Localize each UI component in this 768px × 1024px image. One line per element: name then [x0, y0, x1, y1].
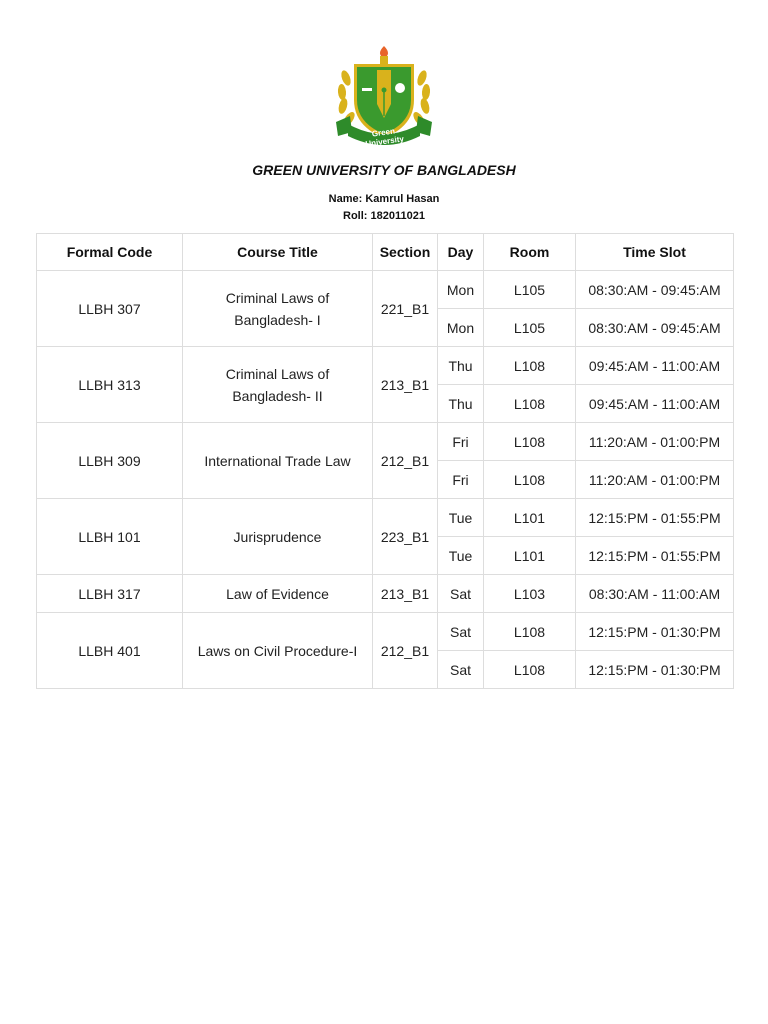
slot-time: 08:30:AM - 09:45:AM: [576, 271, 734, 309]
course-title: International Trade Law: [183, 423, 373, 499]
slot-day: Mon: [438, 309, 484, 347]
slot-time: 08:30:AM - 11:00:AM: [576, 575, 734, 613]
slot-day: Fri: [438, 423, 484, 461]
course-section: 213_B1: [373, 347, 438, 423]
slot-day: Sat: [438, 651, 484, 689]
course-section: 221_B1: [373, 271, 438, 347]
header-section: Section: [373, 234, 438, 271]
slot-room: L105: [484, 271, 576, 309]
slot-time: 12:15:PM - 01:55:PM: [576, 499, 734, 537]
slot-day: Tue: [438, 499, 484, 537]
course-code: LLBH 401: [37, 613, 183, 689]
slot-room: L101: [484, 499, 576, 537]
course-code: LLBH 313: [37, 347, 183, 423]
slot-time: 12:15:PM - 01:55:PM: [576, 537, 734, 575]
slot-room: L103: [484, 575, 576, 613]
course-title: Criminal Laws of Bangladesh- II: [183, 347, 373, 423]
slot-time: 12:15:PM - 01:30:PM: [576, 613, 734, 651]
course-section: 223_B1: [373, 499, 438, 575]
slot-time: 08:30:AM - 09:45:AM: [576, 309, 734, 347]
slot-time: 11:20:AM - 01:00:PM: [576, 461, 734, 499]
header-formal-code: Formal Code: [37, 234, 183, 271]
slot-time: 09:45:AM - 11:00:AM: [576, 347, 734, 385]
slot-day: Thu: [438, 347, 484, 385]
table-row: [37, 423, 734, 461]
course-code: LLBH 307: [37, 271, 183, 347]
course-section: 212_B1: [373, 423, 438, 499]
slot-room: L108: [484, 461, 576, 499]
logo-ribbon-text: Green University: [364, 126, 405, 149]
table-row: [37, 347, 734, 385]
course-title: Criminal Laws of Bangladesh- I: [183, 271, 373, 347]
slot-time: 09:45:AM - 11:00:AM: [576, 385, 734, 423]
university-logo: [330, 44, 438, 152]
course-code: LLBH 317: [37, 575, 183, 613]
student-roll: Roll: 182011021: [343, 210, 425, 222]
slot-room: L101: [484, 537, 576, 575]
table-row: [37, 613, 734, 651]
header-day: Day: [438, 234, 484, 271]
slot-day: Tue: [438, 537, 484, 575]
course-section: 212_B1: [373, 613, 438, 689]
slot-room: L108: [484, 385, 576, 423]
slot-room: L108: [484, 613, 576, 651]
slot-day: Fri: [438, 461, 484, 499]
slot-day: Thu: [438, 385, 484, 423]
header-room: Room: [484, 234, 576, 271]
header-time-slot: Time Slot: [576, 234, 734, 271]
table-body: [37, 271, 734, 689]
slot-room: L105: [484, 309, 576, 347]
slot-time: 12:15:PM - 01:30:PM: [576, 651, 734, 689]
slot-room: L108: [484, 347, 576, 385]
class-routine-table: [36, 233, 734, 689]
course-title: Jurisprudence: [183, 499, 373, 575]
slot-day: Sat: [438, 575, 484, 613]
slot-room: L108: [484, 423, 576, 461]
table-row: [37, 499, 734, 537]
course-title: Law of Evidence: [183, 575, 373, 613]
table-row: [37, 271, 734, 309]
course-code: LLBH 309: [37, 423, 183, 499]
table-header: [37, 234, 734, 271]
student-name: Name: Kamrul Hasan: [328, 193, 440, 205]
slot-room: L108: [484, 651, 576, 689]
course-title: Laws on Civil Procedure-I: [183, 613, 373, 689]
slot-day: Mon: [438, 271, 484, 309]
course-code: LLBH 101: [37, 499, 183, 575]
header-course-title: Course Title: [183, 234, 373, 271]
slot-time: 11:20:AM - 01:00:PM: [576, 423, 734, 461]
slot-day: Sat: [438, 613, 484, 651]
university-title: GREEN UNIVERSITY OF BANGLADESH: [252, 162, 516, 178]
table-row: [37, 575, 734, 613]
course-section: 213_B1: [373, 575, 438, 613]
